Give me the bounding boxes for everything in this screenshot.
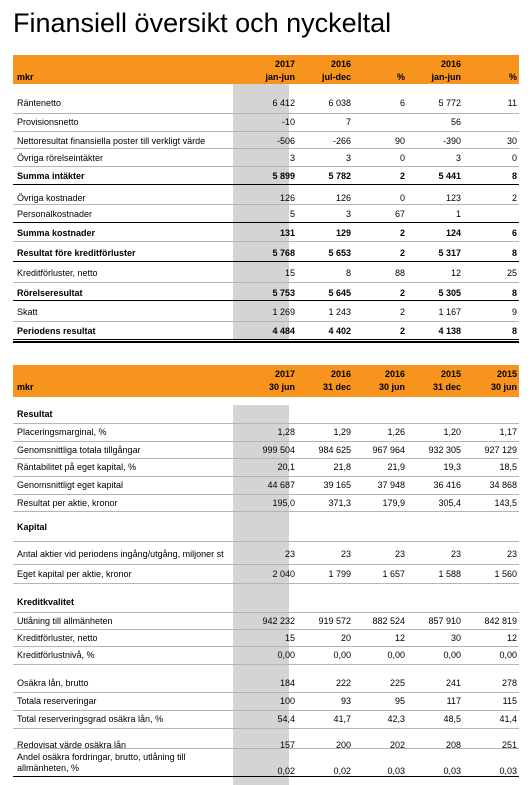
row-label: Periodens resultat <box>17 326 96 336</box>
key-ratios-table <box>13 365 519 779</box>
row-label: Summa kostnader <box>17 228 96 238</box>
row-value: 23 <box>284 549 295 559</box>
row-value: 882 524 <box>372 616 405 626</box>
row-value: 942 232 <box>262 616 295 626</box>
row-divider <box>13 541 519 542</box>
row-divider <box>13 321 519 322</box>
row-value: 222 <box>335 678 351 688</box>
section-label: Kapital <box>17 522 48 532</box>
row-value: 1 657 <box>382 569 405 579</box>
row-divider <box>13 646 519 647</box>
row-value: 124 <box>445 228 461 238</box>
row-value: 3 <box>345 209 351 219</box>
row-divider <box>13 441 519 442</box>
row-value: 2 <box>399 171 405 181</box>
row-value: 30 <box>506 136 517 146</box>
row-value: 1 588 <box>438 569 461 579</box>
row-value: 5 772 <box>438 98 461 108</box>
row-value: 857 910 <box>428 616 461 626</box>
row-value: 5 317 <box>438 248 461 258</box>
row-value: 5 <box>289 209 295 219</box>
row-value: 0 <box>399 153 405 163</box>
row-value: 4 484 <box>272 326 295 336</box>
row-divider <box>13 511 519 512</box>
row-value: 123 <box>445 193 461 203</box>
row-value: 932 305 <box>428 445 461 455</box>
row-divider <box>13 113 519 114</box>
table-row <box>13 427 519 441</box>
row-value: 12 <box>506 633 517 643</box>
row-value: 0,03 <box>443 766 461 776</box>
table-row <box>13 650 519 664</box>
section-label: Resultat <box>17 409 53 419</box>
row-value: 56 <box>450 117 461 127</box>
section-heading <box>13 409 519 423</box>
row-value: 8 <box>511 326 517 336</box>
row-value: 842 819 <box>484 616 517 626</box>
row-label: Redovisat värde osäkra lån <box>17 740 127 750</box>
row-divider <box>13 728 519 729</box>
row-label: Provisionsnetto <box>17 117 79 127</box>
row-value: 11 <box>507 98 517 108</box>
table-row <box>13 153 519 167</box>
row-value: 39 165 <box>323 480 351 490</box>
row-value: 41,7 <box>333 714 351 724</box>
row-value: 20 <box>340 633 351 643</box>
section-label: Kreditkvalitet <box>17 597 75 607</box>
row-divider <box>13 261 519 262</box>
row-value: 0,00 <box>333 650 351 660</box>
row-value: 15 <box>284 633 295 643</box>
total-row <box>13 228 519 242</box>
section-heading <box>13 597 519 611</box>
table-row <box>13 678 519 692</box>
row-value: 179,9 <box>382 498 405 508</box>
row-value: 927 129 <box>484 445 517 455</box>
row-divider <box>13 341 519 343</box>
row-value: 5 753 <box>272 288 295 298</box>
row-value: 115 <box>502 696 517 706</box>
row-value: 1 243 <box>328 307 351 317</box>
row-value: 126 <box>335 193 351 203</box>
row-divider <box>13 204 519 205</box>
income-statement-table <box>13 55 519 345</box>
row-value: 2 <box>511 193 517 203</box>
row-divider <box>13 184 519 185</box>
row-divider <box>13 148 519 149</box>
row-value: 0 <box>399 193 405 203</box>
row-value: 42,3 <box>387 714 405 724</box>
row-label: Total reserveringsgrad osäkra lån, % <box>17 714 164 724</box>
row-value: 4 138 <box>438 326 461 336</box>
row-value: 371,3 <box>328 498 351 508</box>
table-row <box>13 307 519 321</box>
header-period: 30 jun <box>268 382 295 392</box>
row-value: 8 <box>511 248 517 258</box>
row-value: 67 <box>394 209 405 219</box>
row-divider <box>13 494 519 495</box>
table-row <box>13 268 519 282</box>
row-value: 5 305 <box>438 288 461 298</box>
row-divider <box>13 423 519 424</box>
row-value: 12 <box>450 268 461 278</box>
row-value: 90 <box>394 136 405 146</box>
row-value: 200 <box>335 740 351 750</box>
row-value: 967 964 <box>372 445 405 455</box>
header-period: jan-jun <box>431 72 461 82</box>
header-year: 2017 <box>274 59 295 69</box>
row-value: 3 <box>345 153 351 163</box>
row-divider <box>13 612 519 613</box>
section-heading <box>13 522 519 536</box>
row-value: -266 <box>332 136 351 146</box>
row-value: 4 402 <box>328 326 351 336</box>
row-label: Osäkra lån, brutto <box>17 678 89 688</box>
row-value: 23 <box>450 549 461 559</box>
row-value: 6 412 <box>272 98 295 108</box>
row-label: Skatt <box>17 307 38 317</box>
table-row <box>13 480 519 494</box>
row-value: 1,29 <box>333 427 351 437</box>
row-value: 157 <box>279 740 295 750</box>
row-label: Övriga rörelseintäkter <box>17 153 104 163</box>
table-row <box>13 616 519 630</box>
row-value: 1 560 <box>494 569 517 579</box>
row-value: 23 <box>340 549 351 559</box>
row-value: 0,02 <box>277 766 295 776</box>
row-value: 48,5 <box>443 714 461 724</box>
row-value: 6 <box>511 228 517 238</box>
row-value: 15 <box>284 268 295 278</box>
table-row <box>13 633 519 647</box>
row-divider <box>13 300 519 301</box>
row-label: Räntabilitet på eget kapital, % <box>17 462 137 472</box>
table-row <box>13 98 519 112</box>
row-value: 1 269 <box>272 307 295 317</box>
header-year: 2016 <box>384 369 405 379</box>
row-divider <box>13 222 519 223</box>
row-value: 208 <box>445 740 461 750</box>
table-row <box>13 696 519 710</box>
row-label: Rörelseresultat <box>17 288 83 298</box>
row-value: 25 <box>506 268 517 278</box>
row-divider <box>13 564 519 565</box>
row-value: 44 687 <box>267 480 295 490</box>
total-row <box>13 248 519 262</box>
row-value: 21,9 <box>387 462 405 472</box>
header-period: jul-dec <box>321 72 351 82</box>
row-label: Resultat per aktie, kronor <box>17 498 118 508</box>
row-value: 8 <box>511 171 517 181</box>
header-period: jan-jun <box>265 72 295 82</box>
row-value: 5 899 <box>272 171 295 181</box>
row-value: 93 <box>340 696 351 706</box>
row-divider <box>13 583 519 584</box>
table-header <box>13 55 519 84</box>
row-value: 5 782 <box>328 171 351 181</box>
row-value: 1,28 <box>277 427 295 437</box>
row-value: 19,3 <box>443 462 461 472</box>
header-year: 2015 <box>496 369 517 379</box>
row-value: 1 167 <box>438 307 461 317</box>
row-value: 126 <box>279 193 295 203</box>
row-value: 195,0 <box>272 498 295 508</box>
header-year: 2016 <box>330 59 351 69</box>
row-divider <box>13 692 519 693</box>
row-value: 30 <box>450 633 461 643</box>
table-row <box>13 117 519 131</box>
row-label: Genomsnittligt eget kapital <box>17 480 124 490</box>
row-value: 8 <box>511 288 517 298</box>
row-value: 999 504 <box>262 445 295 455</box>
row-value: 0,03 <box>387 766 405 776</box>
row-value: 3 <box>289 153 295 163</box>
row-value: 7 <box>345 117 351 127</box>
row-value: 919 572 <box>318 616 351 626</box>
header-year: 2017 <box>274 369 295 379</box>
row-divider <box>13 131 519 132</box>
row-value: 305,4 <box>438 498 461 508</box>
table-row <box>13 752 519 778</box>
row-value: 1 799 <box>328 569 351 579</box>
row-value: 5 653 <box>328 248 351 258</box>
header-period: 30 jun <box>490 382 517 392</box>
row-value: 2 <box>399 228 405 238</box>
row-value: 0,00 <box>499 650 517 660</box>
row-label: Andel osäkra fordringar, brutto, utlåning till <box>17 752 186 762</box>
row-label: Kreditförluster, netto <box>17 268 98 278</box>
row-value: 2 <box>399 307 405 317</box>
row-value: 251 <box>501 740 517 750</box>
row-divider <box>13 166 519 167</box>
row-divider <box>13 776 519 777</box>
row-label: Kreditförlustnivå, % <box>17 650 95 660</box>
table-row <box>13 498 519 512</box>
row-divider <box>13 664 519 665</box>
header-period: 30 jun <box>378 382 405 392</box>
row-value: 5 645 <box>328 288 351 298</box>
row-label: Eget kapital per aktie, kronor <box>17 569 132 579</box>
row-value: 0,02 <box>333 766 351 776</box>
row-value: 54,4 <box>277 714 295 724</box>
header-year: 2016 <box>440 59 461 69</box>
row-value: 5 768 <box>272 248 295 258</box>
row-value: 143,5 <box>494 498 517 508</box>
row-value: 2 040 <box>272 569 295 579</box>
header-unit: mkr <box>17 72 34 82</box>
row-value: 129 <box>335 228 351 238</box>
header-period: % <box>508 72 517 82</box>
row-value: 984 625 <box>318 445 351 455</box>
row-value: 1,26 <box>387 427 405 437</box>
row-label: Räntenetto <box>17 98 62 108</box>
row-label: Placeringsmarginal, % <box>17 427 107 437</box>
table-row <box>13 462 519 476</box>
row-value: 202 <box>389 740 405 750</box>
row-value: 0,00 <box>443 650 461 660</box>
row-value: 1 <box>455 209 461 219</box>
row-divider <box>13 748 519 749</box>
row-value: 6 038 <box>328 98 351 108</box>
row-label: Totala reserveringar <box>17 696 97 706</box>
row-value: 241 <box>445 678 461 688</box>
row-value: 0,00 <box>277 650 295 660</box>
row-value: 23 <box>506 549 517 559</box>
row-value: 88 <box>394 268 405 278</box>
table-row <box>13 569 519 583</box>
row-value: 34 868 <box>489 480 517 490</box>
row-value: 21,8 <box>333 462 351 472</box>
row-value: 278 <box>501 678 517 688</box>
row-value: 100 <box>279 696 295 706</box>
row-value: 184 <box>279 678 295 688</box>
table-header <box>13 365 519 397</box>
row-value: 0,00 <box>387 650 405 660</box>
row-value: -10 <box>281 117 295 127</box>
row-value: 1,20 <box>443 427 461 437</box>
total-row <box>13 326 519 340</box>
row-label: Antal aktier vid periodens ingång/utgång, miljoner st <box>17 549 224 559</box>
row-label: Övriga kostnader <box>17 193 86 203</box>
row-divider <box>13 710 519 711</box>
row-value: 6 <box>399 98 405 108</box>
table-row <box>13 714 519 728</box>
row-value: 95 <box>394 696 405 706</box>
row-label-continued: allmänheten, % <box>17 763 80 773</box>
row-value: 117 <box>446 696 461 706</box>
header-year: 2015 <box>440 369 461 379</box>
row-value: -390 <box>442 136 461 146</box>
page-title: Finansiell översikt och nyckeltal <box>13 8 392 38</box>
header-period: 31 dec <box>432 382 461 392</box>
row-divider <box>13 241 519 242</box>
row-value: 2 <box>399 326 405 336</box>
header-period: 31 dec <box>322 382 351 392</box>
header-unit: mkr <box>17 382 34 392</box>
row-value: 18,5 <box>499 462 517 472</box>
table-row <box>13 209 519 223</box>
row-value: 8 <box>345 268 351 278</box>
row-label: Resultat före kreditförluster <box>17 248 136 258</box>
row-divider <box>13 476 519 477</box>
row-label: Genomsnittliga totala tillgångar <box>17 445 141 455</box>
row-value: 225 <box>389 678 405 688</box>
total-row <box>13 171 519 185</box>
row-value: 5 441 <box>438 171 461 181</box>
row-value: 9 <box>511 307 517 317</box>
row-divider <box>13 458 519 459</box>
row-value: 41,4 <box>499 714 517 724</box>
row-divider <box>13 282 519 283</box>
row-label: Kreditförluster, netto <box>17 633 98 643</box>
row-value: 23 <box>394 549 405 559</box>
row-value: 131 <box>279 228 295 238</box>
row-value: 2 <box>399 288 405 298</box>
row-value: 0 <box>511 153 517 163</box>
row-divider <box>13 629 519 630</box>
row-value: 3 <box>455 153 461 163</box>
row-value: 12 <box>394 633 405 643</box>
header-year: 2016 <box>330 369 351 379</box>
row-value: 20,1 <box>277 462 295 472</box>
row-value: 0,03 <box>499 766 517 776</box>
row-value: 1,17 <box>499 427 517 437</box>
row-value: 36 416 <box>433 480 461 490</box>
row-label: Nettoresultat finansiella poster till verkligt värde <box>17 136 206 146</box>
table-row <box>13 445 519 459</box>
row-value: 2 <box>399 248 405 258</box>
row-divider <box>13 339 519 340</box>
row-label: Personalkostnader <box>17 209 93 219</box>
header-period: % <box>396 72 405 82</box>
row-label: Utlåning till allmänheten <box>17 616 113 626</box>
table-row <box>13 549 519 563</box>
row-value: 37 948 <box>377 480 405 490</box>
row-label: Summa intäkter <box>17 171 85 181</box>
row-value: -506 <box>276 136 295 146</box>
